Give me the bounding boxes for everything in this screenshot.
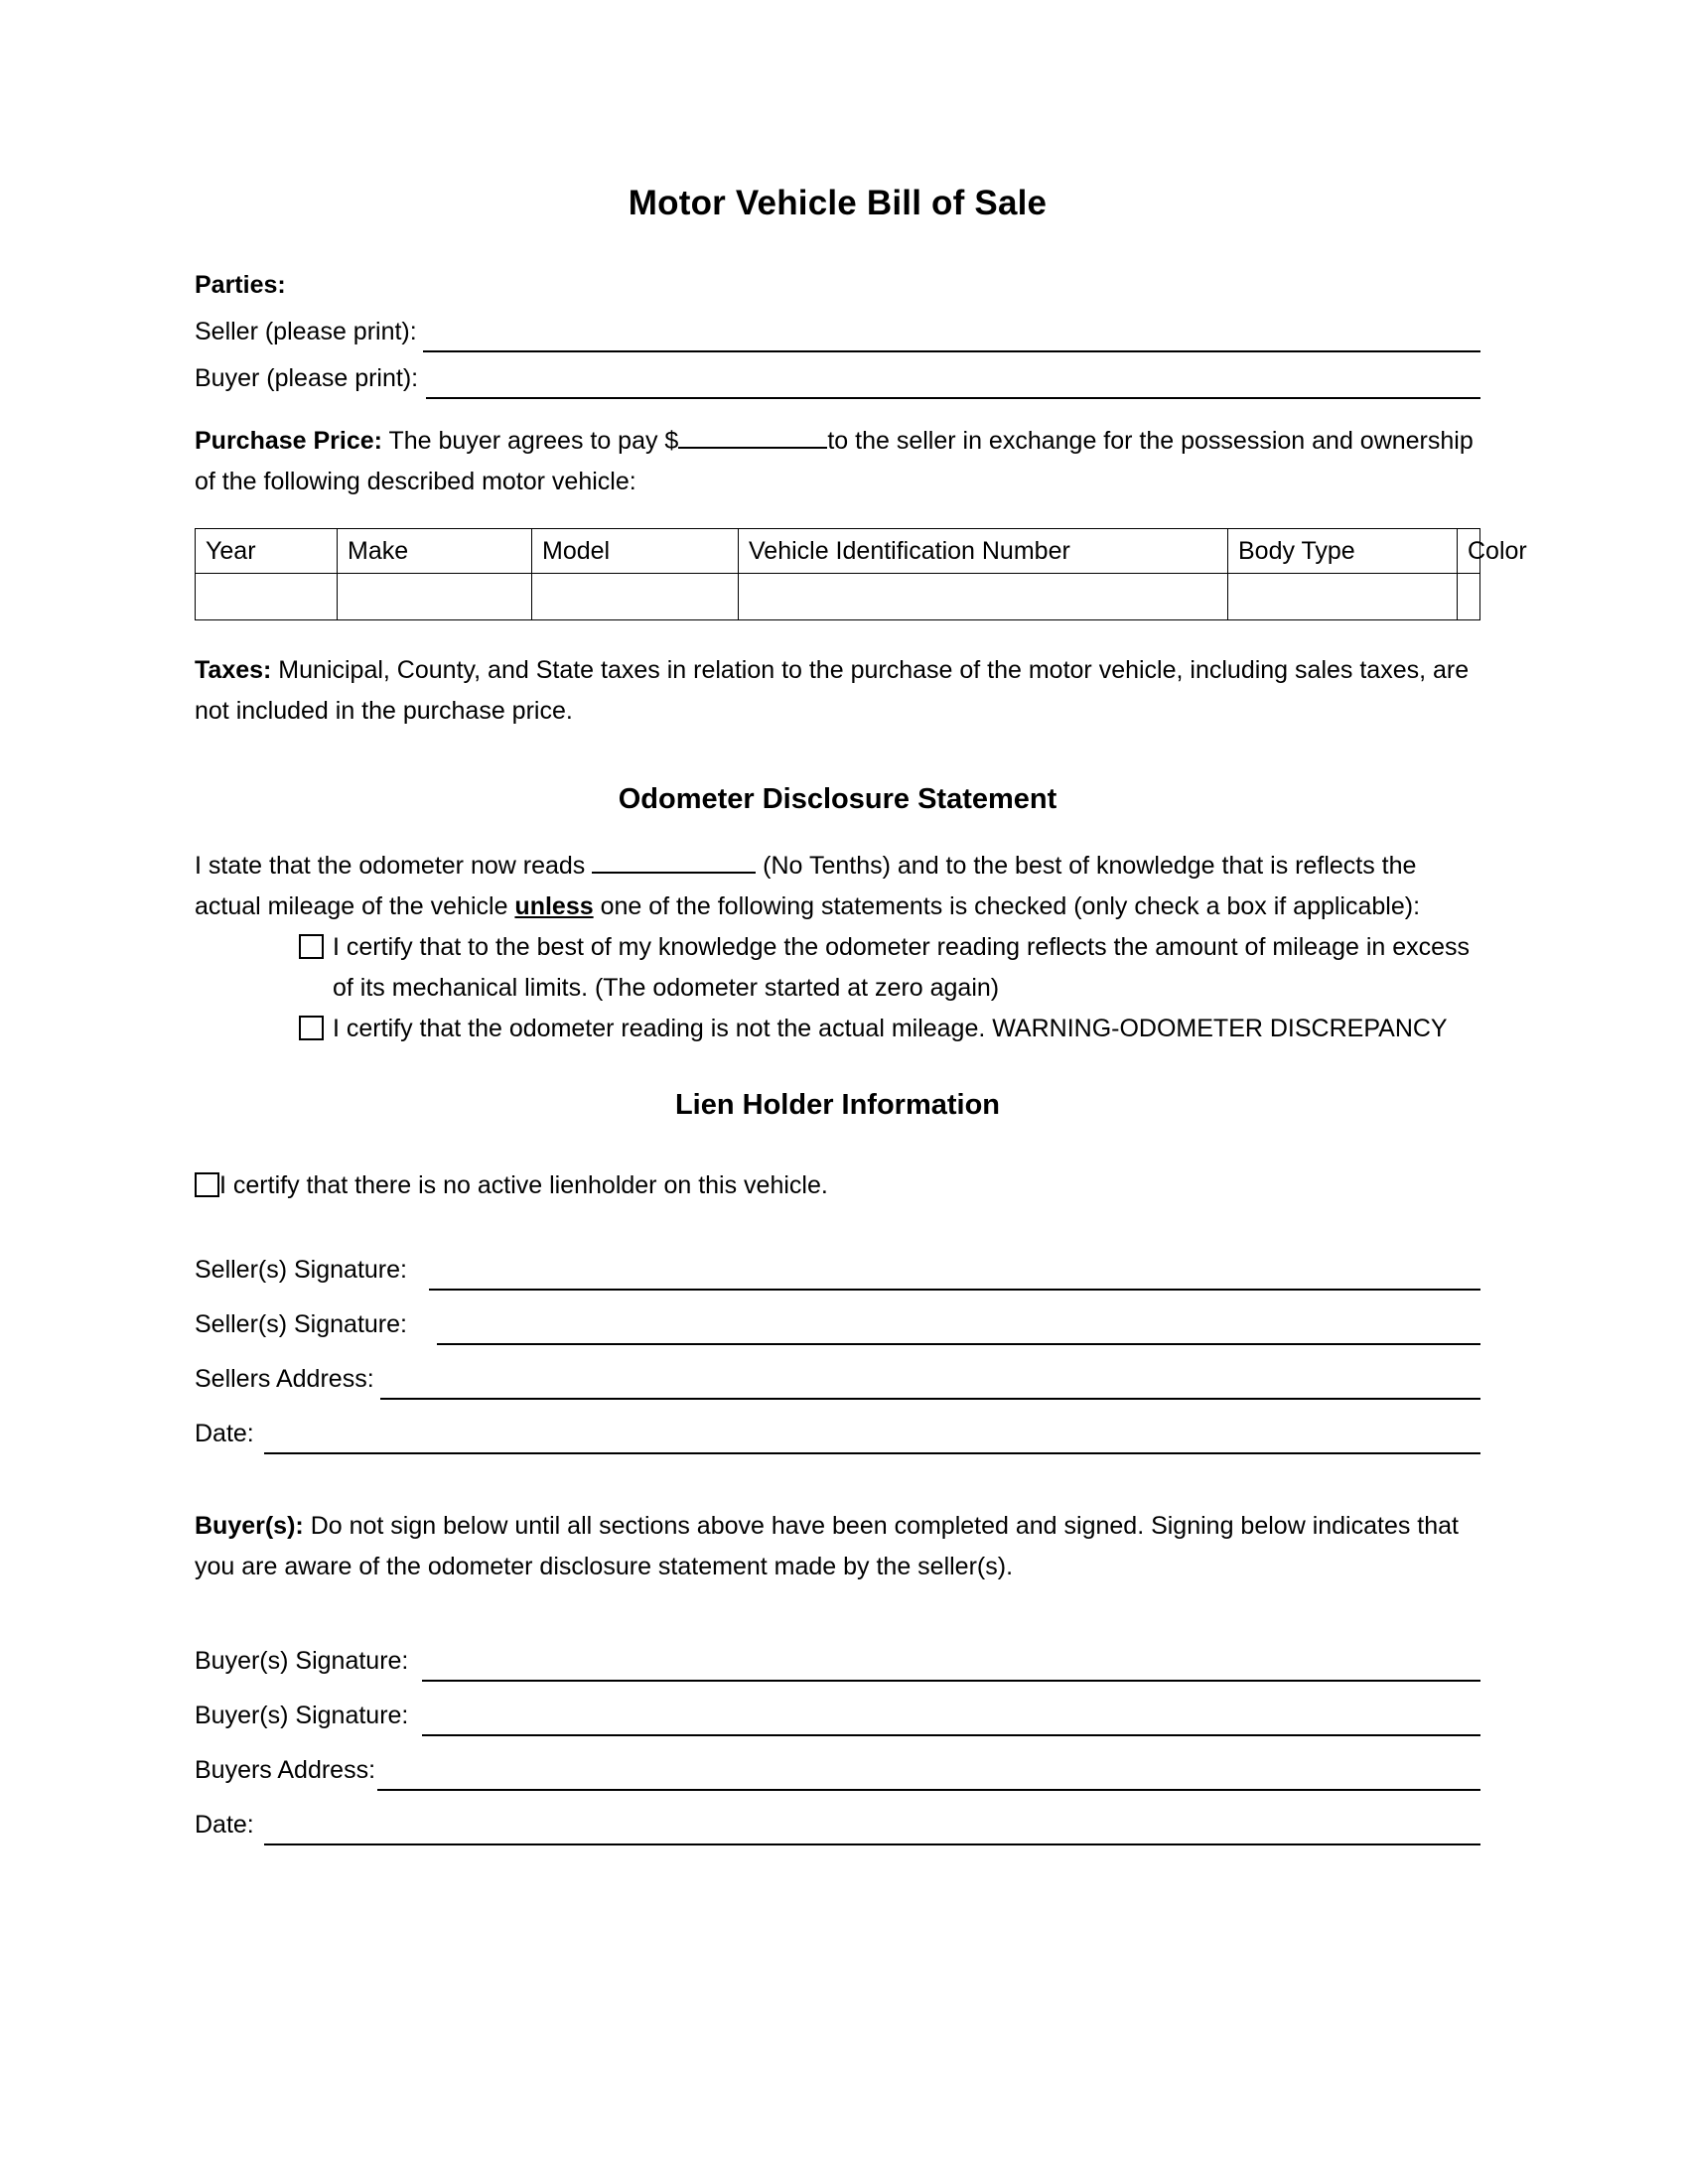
seller-address-label: Sellers Address:	[195, 1365, 374, 1393]
seller-date-label: Date:	[195, 1420, 254, 1447]
lien-section-title: Lien Holder Information	[674, 1089, 1001, 1121]
buyer-notice-label: Buyer(s):	[195, 1512, 304, 1540]
odometer-intro-before: I state that the odometer now reads	[195, 852, 593, 880]
buyer-signature-row-1	[195, 1641, 1480, 1682]
seller-signature-line-1[interactable]	[429, 1261, 1480, 1291]
buyer-date-row	[195, 1805, 1480, 1845]
buyer-signature-row-2	[195, 1696, 1480, 1736]
checkbox-odometer-discrepancy[interactable]	[299, 1016, 324, 1040]
buyer-notice-paragraph	[195, 1506, 1480, 1587]
seller-signature-label-1: Seller(s) Signature:	[195, 1256, 407, 1284]
seller-address-line[interactable]	[380, 1370, 1480, 1400]
parties-heading: Parties:	[195, 271, 286, 299]
column-header-color: Color	[1458, 529, 1480, 574]
seller-signature-row-2	[195, 1304, 1480, 1345]
odometer-reading-blank[interactable]	[592, 846, 756, 874]
cell-body-type[interactable]	[1228, 574, 1458, 620]
purchase-price-text-after: to the seller in exchange for the possession and ownership of the following described motor vehicle:	[195, 427, 1474, 495]
column-header-body-type: Body Type	[1228, 529, 1458, 574]
buyer-signature-block	[195, 1641, 1480, 1845]
buyer-address-line[interactable]	[377, 1761, 1480, 1791]
buyer-notice-text: Do not sign below until all sections above have been completed and signed. Signing below indicates that you are aware of the odometer disclosure statement made by the seller(s).	[195, 1512, 1460, 1580]
table-header-row	[196, 529, 1480, 574]
odometer-intro-paragraph	[195, 846, 1480, 927]
odometer-checkbox-label-2: I certify that the odometer reading is not the actual mileage. WARNING-ODOMETER DISCREPANCY	[333, 1015, 1448, 1042]
column-header-make: Make	[338, 529, 532, 574]
taxes-paragraph	[195, 650, 1480, 732]
odometer-unless-emphasis: unless	[514, 892, 594, 920]
odometer-intro-after: one of the following statements is checked (only check a box if applicable):	[593, 892, 1421, 920]
seller-print-line[interactable]	[423, 323, 1480, 352]
buyer-address-row	[195, 1750, 1480, 1791]
seller-signature-line-2[interactable]	[437, 1315, 1480, 1345]
document-body	[195, 184, 1527, 1845]
odometer-checkbox-label-1: I certify that to the best of my knowledge the odometer reading reflects the amount of mileage in excess of its mechanical limits. (The odometer started at zero again)	[333, 933, 1471, 1002]
purchase-price-text-before: The buyer agrees to pay $	[382, 427, 679, 455]
buyer-address-label: Buyers Address:	[195, 1756, 376, 1784]
buyer-print-label: Buyer (please print):	[195, 364, 419, 392]
buyer-print-line[interactable]	[426, 369, 1480, 399]
buyer-signature-label-1: Buyer(s) Signature:	[195, 1647, 409, 1675]
odometer-section-title: Odometer Disclosure Statement	[618, 783, 1057, 815]
vehicle-details-table	[195, 528, 1527, 620]
seller-date-row	[195, 1414, 1480, 1454]
purchase-price-amount-blank[interactable]	[678, 421, 827, 449]
cell-year[interactable]	[196, 574, 338, 620]
lien-checkbox-label: I certify that there is no active lienholder on this vehicle.	[219, 1171, 828, 1199]
buyer-signature-line-2[interactable]	[422, 1706, 1480, 1736]
checkbox-no-active-lienholder[interactable]	[195, 1172, 219, 1197]
seller-signature-label-2: Seller(s) Signature:	[195, 1310, 407, 1338]
odometer-checkbox-item-1	[299, 927, 1480, 1009]
lien-checkbox-row	[195, 1165, 1480, 1206]
seller-print-label: Seller (please print):	[195, 318, 417, 345]
buyer-date-label: Date:	[195, 1811, 254, 1839]
cell-make[interactable]	[338, 574, 532, 620]
seller-signature-block	[195, 1250, 1480, 1454]
odometer-intro-mid: (No Tenths) and to the best of knowledge that is reflects the actual mileage of the vehicle	[195, 852, 1417, 920]
column-header-year: Year	[196, 529, 338, 574]
buyer-date-line[interactable]	[264, 1816, 1480, 1845]
table-row	[196, 574, 1480, 620]
purchase-price-paragraph	[195, 421, 1480, 502]
buyer-signature-label-2: Buyer(s) Signature:	[195, 1702, 409, 1729]
page-title: Motor Vehicle Bill of Sale	[628, 184, 1048, 222]
taxes-label: Taxes:	[195, 656, 272, 684]
seller-print-row	[195, 312, 1480, 352]
buyer-signature-line-1[interactable]	[422, 1652, 1480, 1682]
seller-signature-row-1	[195, 1250, 1480, 1291]
odometer-checkbox-item-2	[299, 1009, 1480, 1049]
taxes-text: Municipal, County, and State taxes in relation to the purchase of the motor vehicle, including sales taxes, are not included in the purchase price.	[195, 656, 1470, 725]
seller-address-row	[195, 1359, 1480, 1400]
column-header-vin: Vehicle Identification Number	[739, 529, 1228, 574]
seller-date-line[interactable]	[264, 1425, 1480, 1454]
checkbox-mechanical-limits[interactable]	[299, 934, 324, 959]
cell-model[interactable]	[532, 574, 739, 620]
cell-color[interactable]	[1458, 574, 1480, 620]
buyer-print-row	[195, 358, 1480, 399]
cell-vin[interactable]	[739, 574, 1228, 620]
column-header-model: Model	[532, 529, 739, 574]
purchase-price-label: Purchase Price:	[195, 427, 382, 455]
